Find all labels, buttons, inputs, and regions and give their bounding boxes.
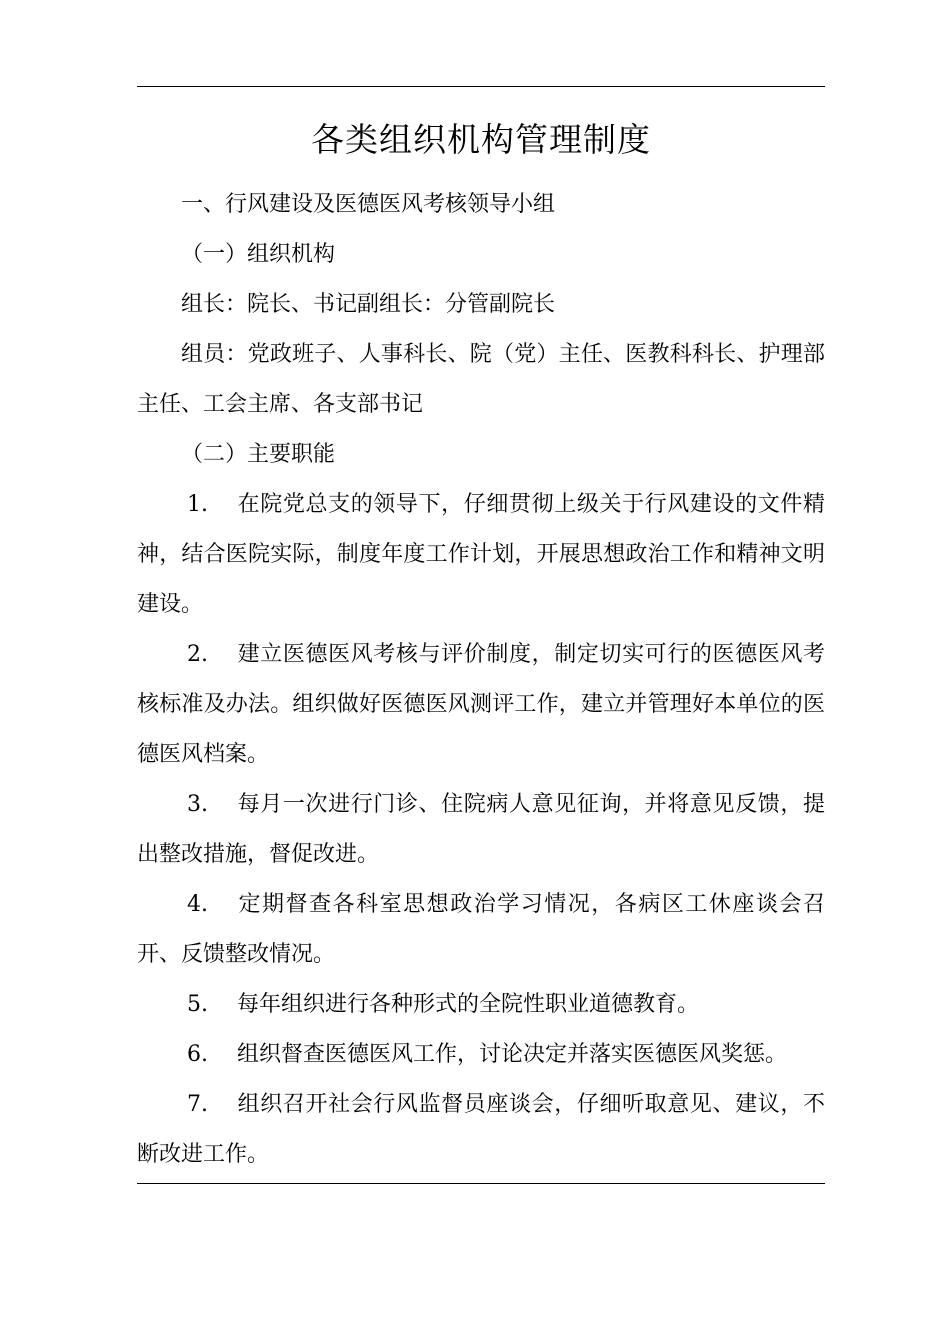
function-item-2 (137, 630, 825, 780)
function-item-4 (137, 880, 825, 980)
function-item-1 (137, 480, 825, 630)
item-text: 每年组织进行各种形式的全院性职业道德教育。 (237, 992, 700, 1017)
item-number: 6. (187, 1042, 208, 1067)
members-line: 组员：党政班子、人事科长、院（党）主任、医教科科长、护理部主任、工会主席、各支部书记 (137, 342, 825, 417)
item-text: 组织召开社会行风监督员座谈会，仔细听取意见、建议，不断改进工作。 (137, 1092, 825, 1167)
item-text: 每月一次进行门诊、住院病人意见征询，并将意见反馈，提出整改措施，督促改进。 (137, 792, 825, 867)
function-item-3 (137, 780, 825, 880)
item-text: 建立医德医风考核与评价制度，制定切实可行的医德医风考核标准及办法。组织做好医德医风测评工作，建立并管理好本单位的医德医风档案。 (137, 642, 825, 767)
footer-rule (137, 1183, 825, 1184)
item-text: 组织督查医德医风工作，讨论决定并落实医德医风奖惩。 (237, 1042, 788, 1067)
function-item-6 (137, 1030, 825, 1080)
page-title: 各类组织机构管理制度 (311, 120, 651, 159)
item-number: 4. (187, 892, 208, 917)
document-body (137, 180, 825, 1180)
item-number: 5. (187, 992, 208, 1017)
item-number: 3. (187, 792, 208, 817)
leaders-line: 组长：院长、书记副组长：分管副院长 (181, 292, 556, 317)
item-number: 2. (187, 642, 208, 667)
function-item-5 (137, 980, 825, 1030)
sub-heading-functions: （二）主要职能 (181, 442, 336, 467)
item-text: 定期督查各科室思想政治学习情况，各病区工休座谈会召开、反馈整改情况。 (137, 892, 825, 967)
item-text: 在院党总支的领导下，仔细贯彻上级关于行风建设的文件精神，结合医院实际，制度年度工作计划，开展思想政治工作和精神文明建设。 (137, 492, 825, 617)
header-rule (137, 86, 825, 87)
item-number: 1. (187, 492, 208, 517)
section-heading: 一、行风建设及医德医风考核领导小组 (181, 192, 556, 217)
sub-heading-organization: （一）组织机构 (181, 242, 336, 267)
function-item-7 (137, 1080, 825, 1180)
item-number: 7. (187, 1092, 208, 1117)
